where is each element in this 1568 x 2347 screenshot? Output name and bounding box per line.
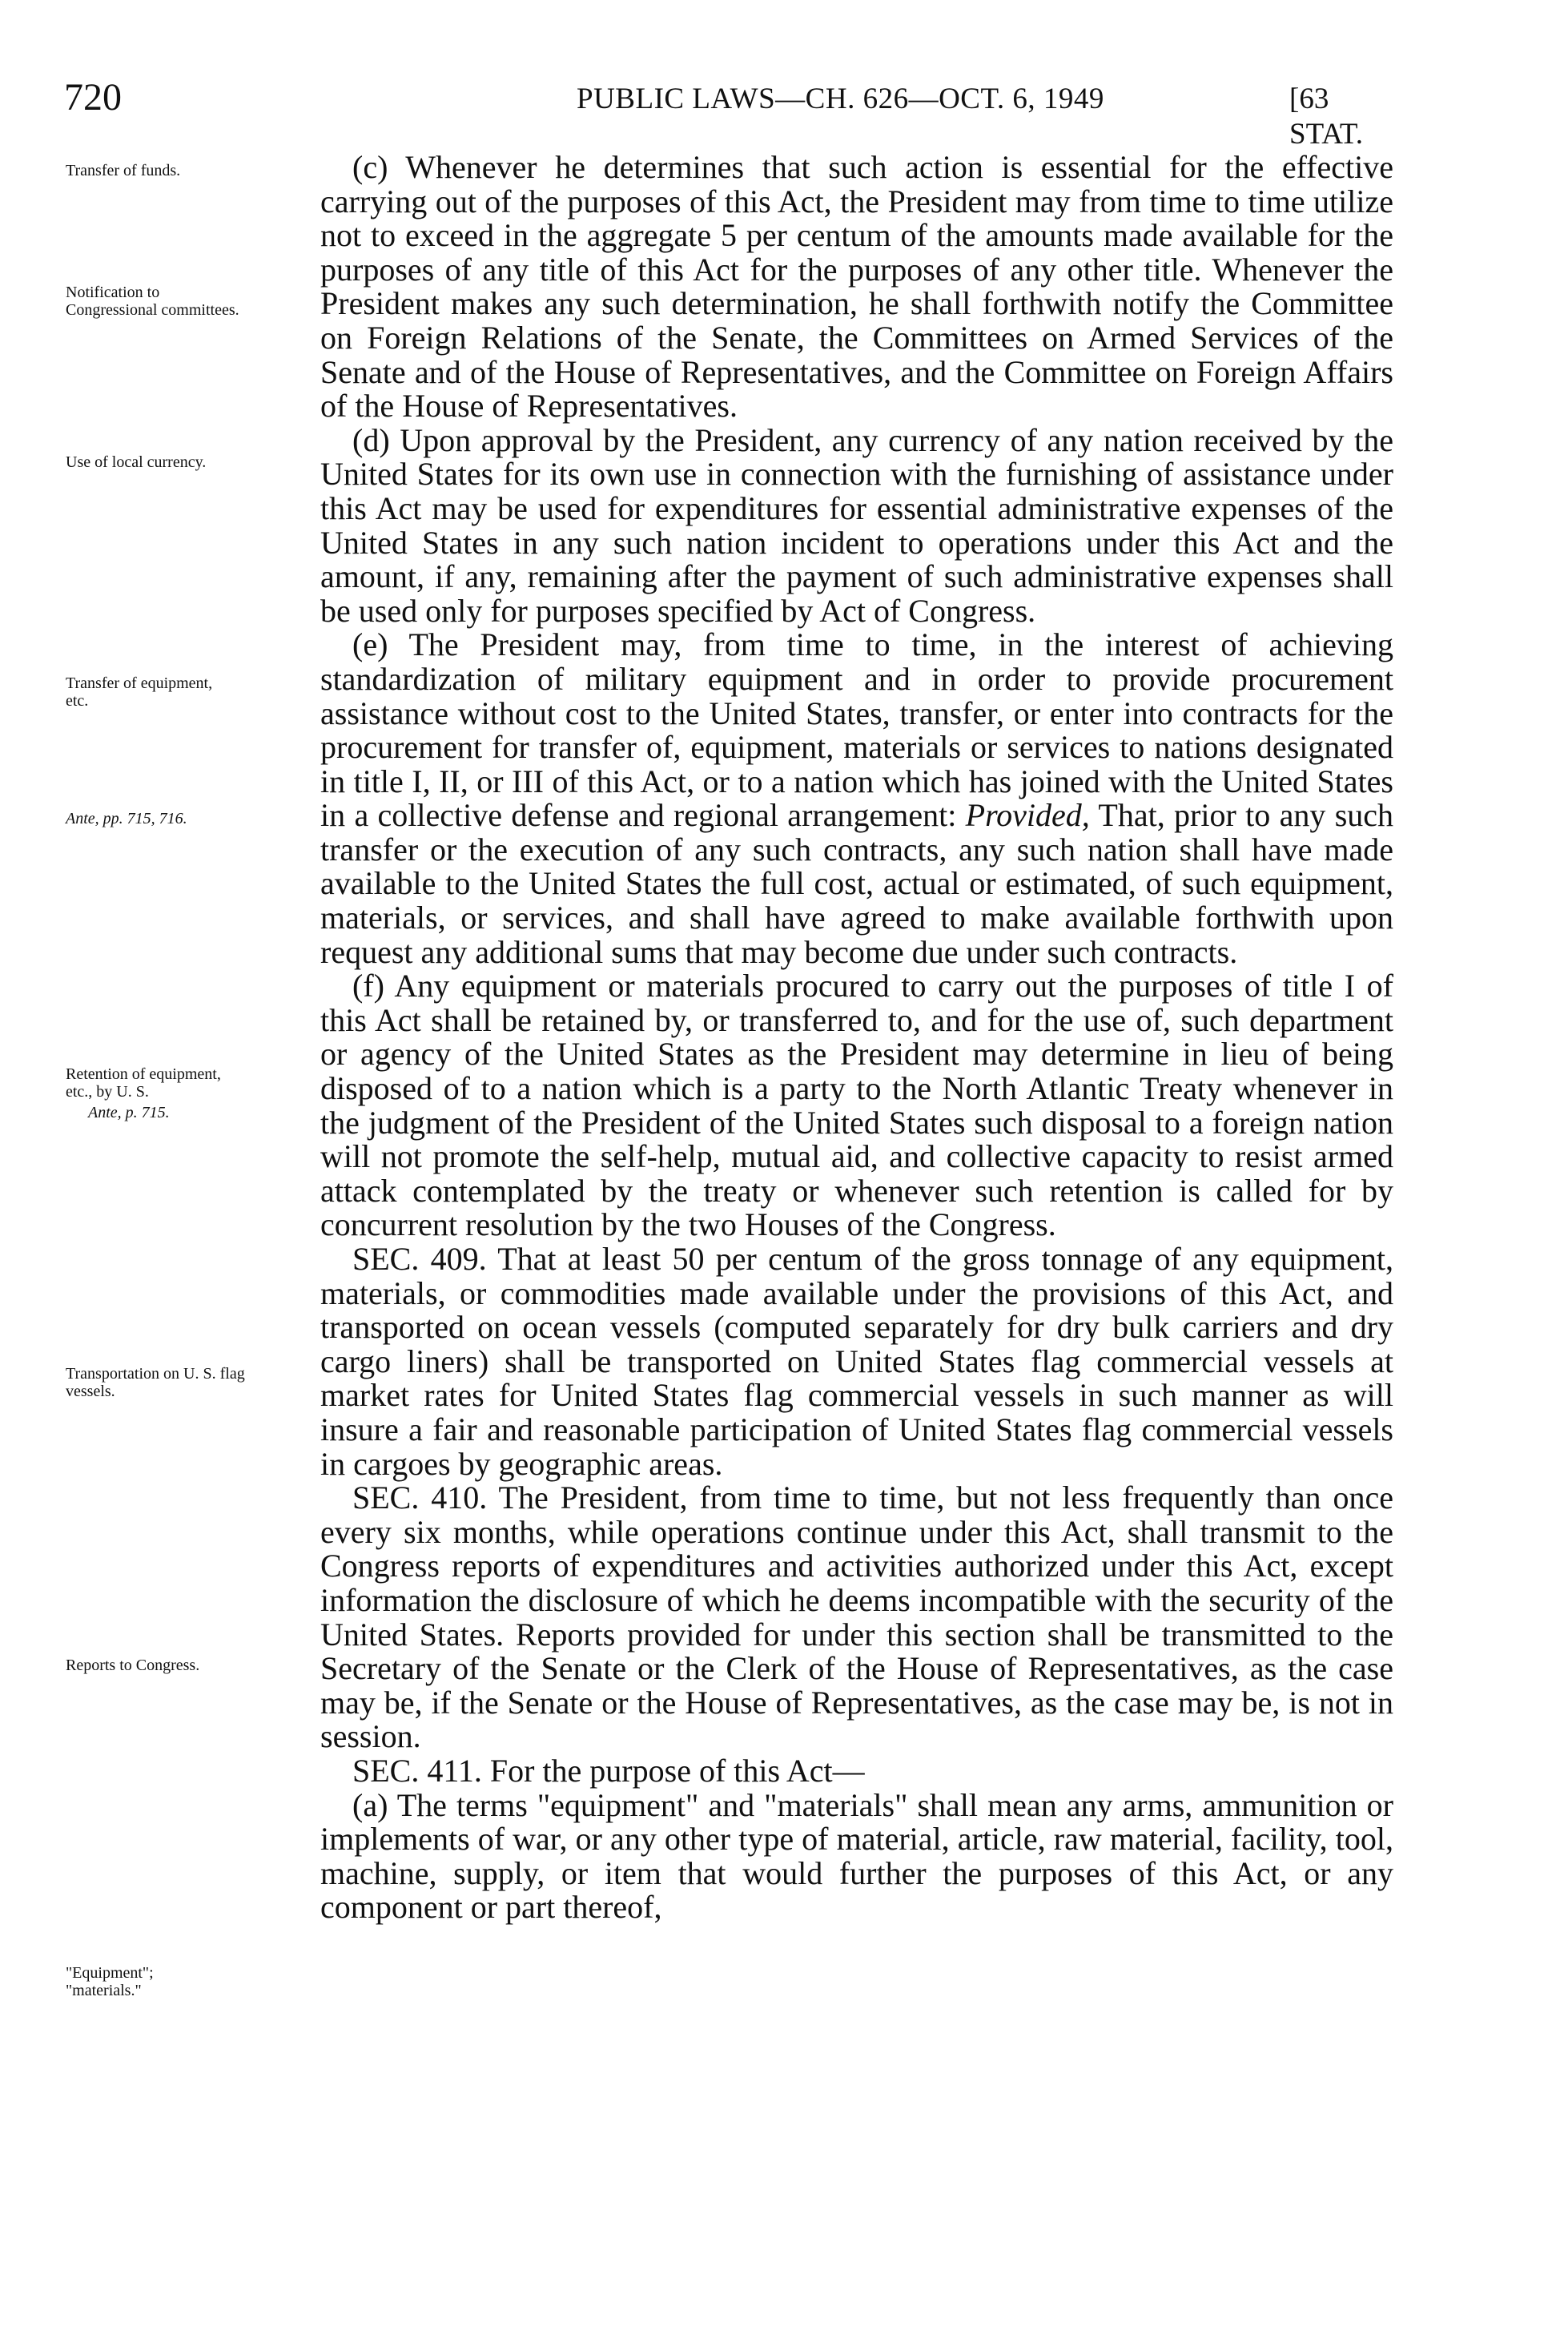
margin-note-transfer-of-equipment: Transfer of equipment, etc. [66, 674, 213, 710]
section-411: SEC. 411. For the purpose of this Act— [352, 1752, 865, 1789]
paragraph-e-text: (e) The President may, from time to time, in the interest of achieving standardization of military equipment and in order to provide procurement assistance without cost to the United States, transfer, or enter into contracts for the procurement for transfer of, equipment, materials or services to nations designated in title I, II, or III of this Act, or to a nation which has joined with the United States in a collective defense and regional arrangement: [320, 626, 1393, 834]
margin-notes [66, 0, 282, 2347]
margin-note-ante-p: Ante, p. 715. [88, 1104, 170, 1121]
statutes-volume-reference: [63 STAT. [1289, 83, 1363, 151]
proviso-word: Provided, [965, 797, 1090, 834]
margin-note-retention: Retention of equipment, etc., by U. S. [66, 1065, 221, 1101]
page-number: 720 [64, 76, 122, 119]
paragraph-e [320, 628, 1393, 969]
paragraph-f: (f) Any equipment or materials procured to carry out the purposes of title I of this Act shall be retained by, or transferred to, and for the use of, such department or agency of the United States as the President may determine in lieu of being disposed of to a nation which is a party to the North Atlantic Treaty whenever in the judgment of the President of the United States such disposal to a foreign nation will not promote the self-help, mutual aid, and collective capacity to resist armed attack contemplated by the treaty or whenever such retention is called for by concurrent resolution by the two Houses of the Congress. [320, 968, 1393, 1243]
statute-text [320, 151, 1393, 1925]
margin-note-reports: Reports to Congress. [66, 1657, 200, 1674]
paragraph-d: (d) Upon approval by the President, any currency of any nation received by the United States for its own use in connection with the furnishing of assistance under this Act may be used for expenditures for essential administrative expenses of the United States in any such nation incident to operations under this Act and the amount, if any, remaining after the payment of such administrative expenses shall be used only for purposes specified by Act of Congress. [320, 421, 1393, 629]
margin-note-ante-pp: Ante, pp. 715, 716. [66, 810, 187, 827]
section-410: SEC. 410. The President, from time to time, but not less frequently than once every six months, while operations continue under this Act, shall transmit to the Congress reports of expenditures and activities authorized under this Act, except information the disclosure of which he deems incompatible with the security of the United States. Reports provided for under this section shall be transmitted to the Secretary of the Senate or the Clerk of the House of Representatives, as the case may be, if the Senate or the House of Representatives, as the case may be, is not in session. [320, 1479, 1393, 1755]
paragraph-e-proviso-text: That, prior to any such transfer or the execution of any such contracts, any such nation shall have made available to the United States the full cost, actual or estimated, of such equipment, materials, or services, and shall have agreed to make available forthwith upon request any additional sums that may become due under such contracts. [320, 797, 1394, 970]
running-head: PUBLIC LAWS—CH. 626—OCT. 6, 1949 [577, 83, 1104, 115]
section-409: SEC. 409. That at least 50 per centum of the gross tonnage of any equipment, materials, or commodities made available under the provisions of this Act, and transported on ocean vessels (computed separately for dry bulk carriers and dry cargo liners) shall be transported on United States flag commercial vessels at market rates for United States flag commercial vessels in such manner as will insure a fair and reasonable participation of United States flag commercial vessels in cargoes by geographic areas. [320, 1241, 1393, 1482]
margin-note-local-currency: Use of local currency. [66, 453, 207, 471]
margin-note-equipment-materials: "Equipment"; "materials." [66, 1964, 154, 1999]
margin-note-notification: Notification to Congressional committees. [66, 284, 239, 319]
margin-note-transportation: Transportation on U. S. flag vessels. [66, 1365, 245, 1400]
margin-note-transfer-of-funds: Transfer of funds. [66, 162, 181, 179]
paragraph-a: (a) The terms "equipment" and "materials" shall mean any arms, ammunition or implements of war, or any other type of material, article, raw material, facility, tool, machine, supply, or item that would further the purposes of this Act, or any component or part thereof, [320, 1786, 1393, 1926]
paragraph-c: (c) Whenever he determines that such action is essential for the effective carrying out of the purposes of this Act, the President may from time to time utilize not to exceed in the aggregate 5 per centum of the amounts made available for the purposes of any title of this Act for the purposes of any other title. Whenever the President makes any such determination, he shall forthwith notify the Committee on Foreign Relations of the Senate, the Committees on Armed Services of the Senate and of the House of Representatives, and the Committee on Foreign Affairs of the House of Representatives. [320, 149, 1393, 425]
